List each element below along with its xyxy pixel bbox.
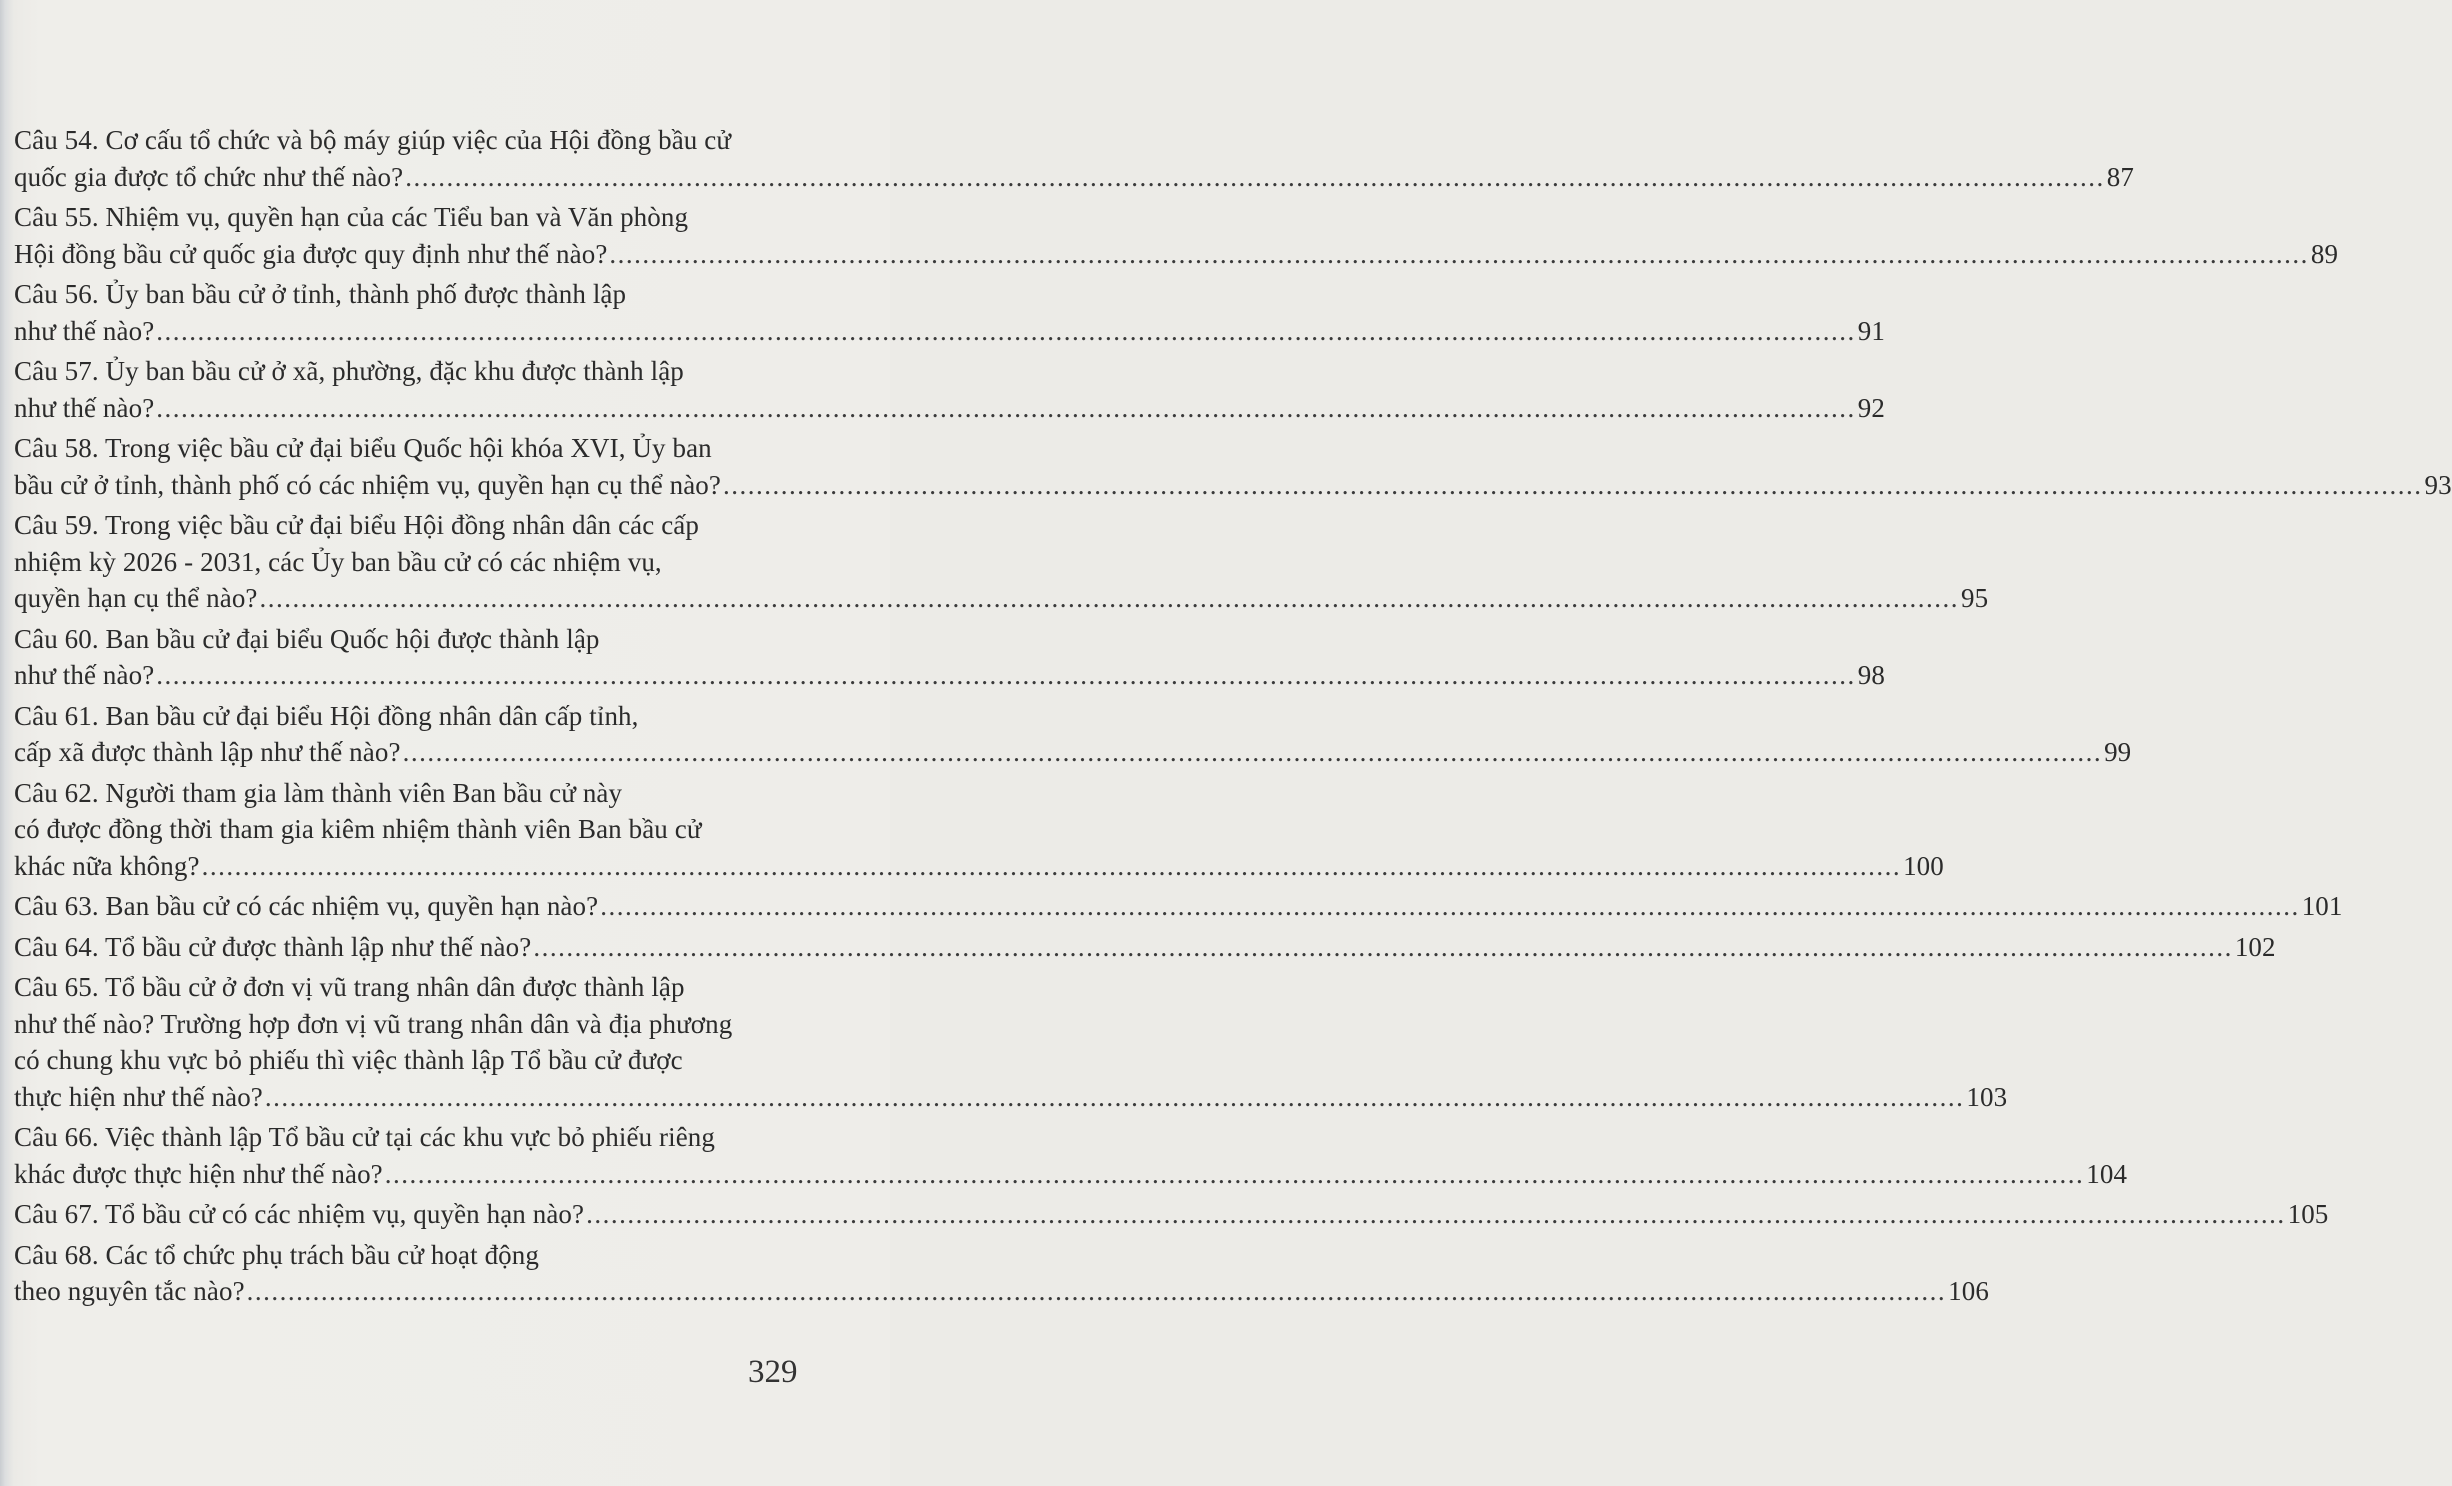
toc-entry-text: Câu 68. Các tổ chức phụ trách bầu cử hoạt động: [14, 1239, 539, 1270]
toc-entry: [14, 353, 1885, 430]
toc-page-number: 101: [2301, 891, 2343, 921]
toc-entry-text: Câu 66. Việc thành lập Tổ bầu cử tại các khu vực bỏ phiếu riêng: [14, 1122, 715, 1152]
toc-entry: [14, 430, 2452, 507]
dot-leader: [533, 929, 2233, 966]
toc-page-number: 93: [2424, 469, 2452, 500]
toc-entry-line: [14, 276, 800, 313]
entry-spacer: [14, 1310, 800, 1314]
toc-entry-line: [14, 122, 800, 159]
dot-leader: [723, 467, 2423, 504]
dot-leader: [156, 390, 1856, 427]
toc-entry-text: Câu 65. Tổ bầu cử ở đơn vị vũ trang nhân dân được thành lập: [14, 972, 685, 1002]
toc-entry: [14, 888, 2343, 929]
toc-entry-last-line: [14, 1196, 2329, 1233]
toc-entry-line: [14, 811, 800, 848]
toc-entry-last-line: [14, 888, 2343, 925]
toc-entry-line: [14, 430, 800, 467]
toc-entry-text: Câu 64. Tổ bầu cử được thành lập như thế nào?: [14, 931, 532, 962]
toc-entry-text: Câu 56. Ủy ban bầu cử ở tỉnh, thành phố được thành lập: [14, 279, 627, 309]
toc-page-number: 92: [1857, 392, 1885, 423]
toc-entry: [14, 775, 1944, 889]
toc-entry-last-line: [14, 390, 1885, 427]
toc-entry-text: Câu 59. Trong việc bầu cử đại biểu Hội đồng nhân dân các cấp: [14, 510, 699, 540]
toc-page-number: 98: [1857, 660, 1885, 690]
toc-entry-text: Hội đồng bầu cử quốc gia được quy định như thế nào?: [14, 238, 608, 269]
page-number: 329: [748, 1354, 798, 1390]
toc-page-number: 102: [2234, 931, 2276, 962]
toc-entry: [14, 1196, 2329, 1237]
toc-page-number: 89: [2310, 238, 2339, 269]
toc-page-number: 87: [2106, 161, 2134, 192]
toc-entry: [14, 1119, 2128, 1196]
toc-page-number: 95: [1961, 583, 1989, 613]
toc-entry-last-line: [14, 159, 2134, 196]
dot-leader: [202, 848, 1902, 885]
toc-entry-line: [14, 969, 800, 1006]
toc-entry-last-line: [14, 313, 1885, 350]
toc-entry-line: [14, 698, 800, 735]
toc-page-number: 106: [1948, 1276, 1989, 1306]
toc-entry-line: [14, 1119, 800, 1156]
toc-entry-last-line: [14, 1273, 1989, 1310]
dot-leader: [586, 1196, 2286, 1233]
dot-leader: [265, 1079, 1965, 1116]
toc-entry-last-line: [14, 236, 2339, 273]
dot-leader: [600, 888, 2300, 925]
toc-entry-line: [14, 621, 800, 658]
toc-entry-last-line: [14, 929, 2276, 966]
toc-entry-text: có được đồng thời tham gia kiêm nhiệm thành viên Ban bầu cử: [14, 814, 702, 844]
toc-entry-text: như thế nào? Trường hợp đơn vị vũ trang nhân dân và địa phương: [14, 1008, 733, 1039]
toc-entry-last-line: [14, 734, 2132, 771]
toc-entry-last-line: [14, 848, 1944, 885]
toc-entry-last-line: [14, 1079, 2008, 1116]
toc-entry-text: Câu 55. Nhiệm vụ, quyền hạn của các Tiểu ban và Văn phòng: [14, 202, 689, 232]
toc-entry-text: thực hiện như thế nào?: [14, 1081, 263, 1112]
toc-entry-text: như thế nào?: [14, 315, 155, 346]
toc-entry: [14, 698, 2132, 775]
toc-page-number: 100: [1903, 850, 1944, 881]
toc-entry-line: [14, 1006, 800, 1043]
toc-page-number: 91: [1857, 315, 1885, 346]
toc-entry-text: Câu 58. Trong việc bầu cử đại biểu Quốc hội khóa XVI, Ủy ban: [14, 433, 712, 463]
toc-entry: [14, 929, 2276, 970]
toc-entry-line: [14, 775, 800, 812]
toc-entry-line: [14, 544, 800, 581]
toc-entry-text: quyền hạn cụ thể nào?: [14, 583, 258, 613]
dot-leader: [385, 1156, 2085, 1193]
toc-entry: [14, 1237, 1989, 1314]
toc-entry-text: khác được thực hiện như thế nào?: [14, 1158, 383, 1189]
toc-entry-last-line: [14, 467, 2452, 504]
toc-entry: [14, 621, 1885, 698]
dot-leader: [247, 1273, 1947, 1310]
dot-leader: [405, 159, 2105, 196]
toc-entry-text: Câu 61. Ban bầu cử đại biểu Hội đồng nhân dân cấp tỉnh,: [14, 700, 639, 731]
toc-entry-text: Câu 54. Cơ cấu tổ chức và bộ máy giúp việc của Hội đồng bầu cử: [14, 125, 732, 155]
toc-entry-text: Câu 62. Người tham gia làm thành viên Ban bầu cử này: [14, 777, 623, 808]
dot-leader: [403, 734, 2103, 771]
toc-entry-text: cấp xã được thành lập như thế nào?: [14, 737, 401, 767]
toc-entry-line: [14, 353, 800, 390]
dot-leader: [260, 580, 1960, 617]
toc-entry-line: [14, 1237, 800, 1274]
toc-entry-last-line: [14, 580, 1989, 617]
dot-leader: [156, 313, 1856, 350]
toc-page-number: 103: [1966, 1081, 2008, 1112]
toc-entry-text: như thế nào?: [14, 660, 155, 690]
toc-entry-line: [14, 1042, 800, 1079]
toc-entry-last-line: [14, 1156, 2128, 1193]
toc-entry-last-line: [14, 657, 1885, 694]
toc-entry-text: như thế nào?: [14, 392, 155, 423]
toc-entry-text: theo nguyên tắc nào?: [14, 1276, 245, 1306]
toc-entry: [14, 276, 1885, 353]
toc-entry-text: quốc gia được tổ chức như thế nào?: [14, 161, 404, 192]
toc-entry-text: có chung khu vực bỏ phiếu thì việc thành lập Tổ bầu cử được: [14, 1045, 683, 1075]
toc-page-number: 99: [2104, 737, 2132, 767]
toc-entry-text: Câu 67. Tổ bầu cử có các nhiệm vụ, quyền hạn nào?: [14, 1199, 585, 1229]
toc-entry-text: Câu 63. Ban bầu cử có các nhiệm vụ, quyền hạn nào?: [14, 891, 599, 921]
toc-entry-line: [14, 199, 800, 236]
toc-page-number: 104: [2086, 1158, 2128, 1189]
toc-entry: [14, 199, 2339, 276]
toc-entry: [14, 969, 2008, 1119]
toc-page-number: 105: [2287, 1199, 2329, 1229]
toc-entry: [14, 122, 2134, 199]
dot-leader: [156, 657, 1856, 694]
toc-entry-text: Câu 57. Ủy ban bầu cử ở xã, phường, đặc khu được thành lập: [14, 356, 684, 386]
toc-entry: [14, 507, 1989, 621]
toc-entry-text: nhiệm kỳ 2026 - 2031, các Ủy ban bầu cử có các nhiệm vụ,: [14, 546, 662, 577]
dot-leader: [609, 236, 2309, 273]
table-of-contents: [14, 122, 2452, 1314]
toc-entry-text: Câu 60. Ban bầu cử đại biểu Quốc hội được thành lập: [14, 623, 600, 654]
toc-entry-text: bầu cử ở tỉnh, thành phố có các nhiệm vụ, quyền hạn cụ thể nào?: [14, 469, 721, 500]
toc-entry-text: khác nữa không?: [14, 850, 200, 881]
toc-entry-line: [14, 507, 800, 544]
